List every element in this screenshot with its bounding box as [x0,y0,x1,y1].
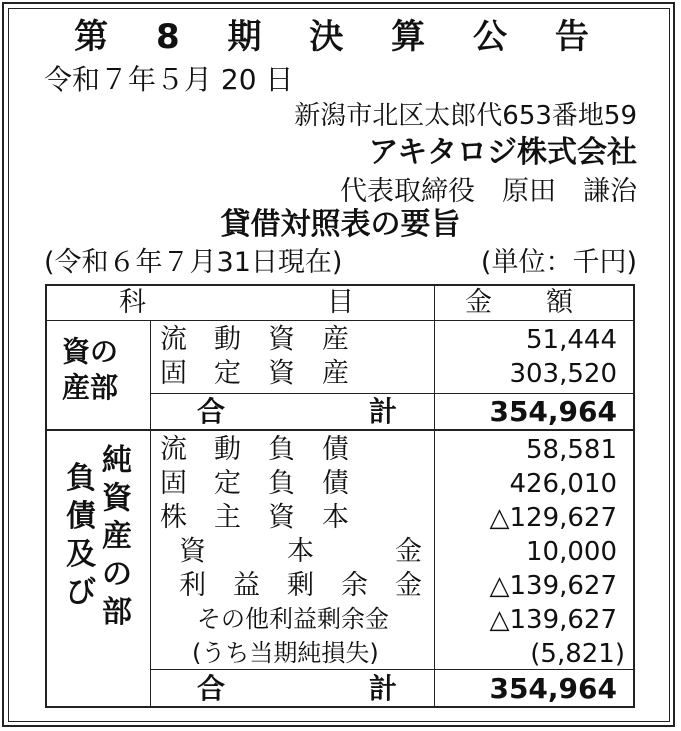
unit-label: (単位：千円) [480,247,637,278]
liabilities-group-label-col1 [63,461,99,616]
liabilities-group-label-col2 [99,443,135,636]
liabilities-total-divider [150,669,633,670]
assets-total-divider [150,393,633,394]
liability-row-label: その他利益剰余金 [197,605,389,633]
group-char: 純 [102,443,132,478]
header-kamoku-right: 目 [327,287,354,318]
assets-group-label-line1: 資の [62,335,119,368]
group-column-divider [150,320,151,706]
liability-row-value: △139,627 [489,571,617,601]
header-divider [47,320,633,321]
group-char: 負 [66,461,96,496]
notice-date: 令和７年５月 20 日 [44,63,294,96]
notice-title: 第 8 期 決 算 公 告 [74,17,607,57]
as-of-date: (令和６年７月31日現在) [44,247,343,278]
liability-row-label: 株 主 資 本 [160,502,349,533]
liabilities-total-left: 合 [197,672,226,705]
company-address: 新潟市北区太郎代653番地59 [294,101,637,131]
group-char: 債 [66,499,96,534]
group-char: 部 [102,595,132,630]
representative: 代表取締役 原田 謙治 [340,176,637,207]
balance-sheet-title: 貸借対照表の要旨 [220,207,461,242]
liability-row-value: △139,627 [489,605,617,635]
header-amount: 金 額 [465,287,573,318]
liability-row-label: 固 定 負 債 [160,468,349,499]
liability-row-label: 資 本 金 [179,536,422,567]
liability-row-label: 流 動 負 債 [160,434,349,465]
group-char: 及 [66,537,96,572]
liability-row-label: (うち当期純損失) [192,639,379,667]
company-name: アキタロジ株式会社 [368,135,637,170]
assets-total-left: 合 [197,395,226,428]
liability-row-value: (5,821) [530,639,625,669]
assets-group-label-line2: 産部 [62,371,119,404]
assets-total-right: 計 [369,395,398,428]
amount-column-divider [434,286,435,706]
asset-row-label: 固 定 資 産 [160,358,349,389]
asset-row-label: 流 動 資 産 [160,324,349,355]
liability-row-label: 利 益 剰 余 金 [179,570,422,601]
balance-sheet-table [45,284,635,708]
liabilities-total-right: 計 [369,672,398,705]
group-char: 産 [102,519,132,554]
group-char: 資 [102,481,132,516]
asset-row-value: 51,444 [526,325,617,355]
liability-row-value: 10,000 [526,537,617,567]
asset-row-value: 303,520 [509,359,617,389]
liability-row-value: 426,010 [509,469,617,499]
liability-row-value: △129,627 [489,503,617,533]
section-divider [47,429,633,431]
liabilities-total-value: 354,964 [489,672,617,705]
liability-row-value: 58,581 [526,435,617,465]
header-kamoku-left: 科 [119,287,146,318]
group-char: び [66,575,96,610]
group-char: の [102,557,132,592]
assets-total-value: 354,964 [489,395,617,428]
